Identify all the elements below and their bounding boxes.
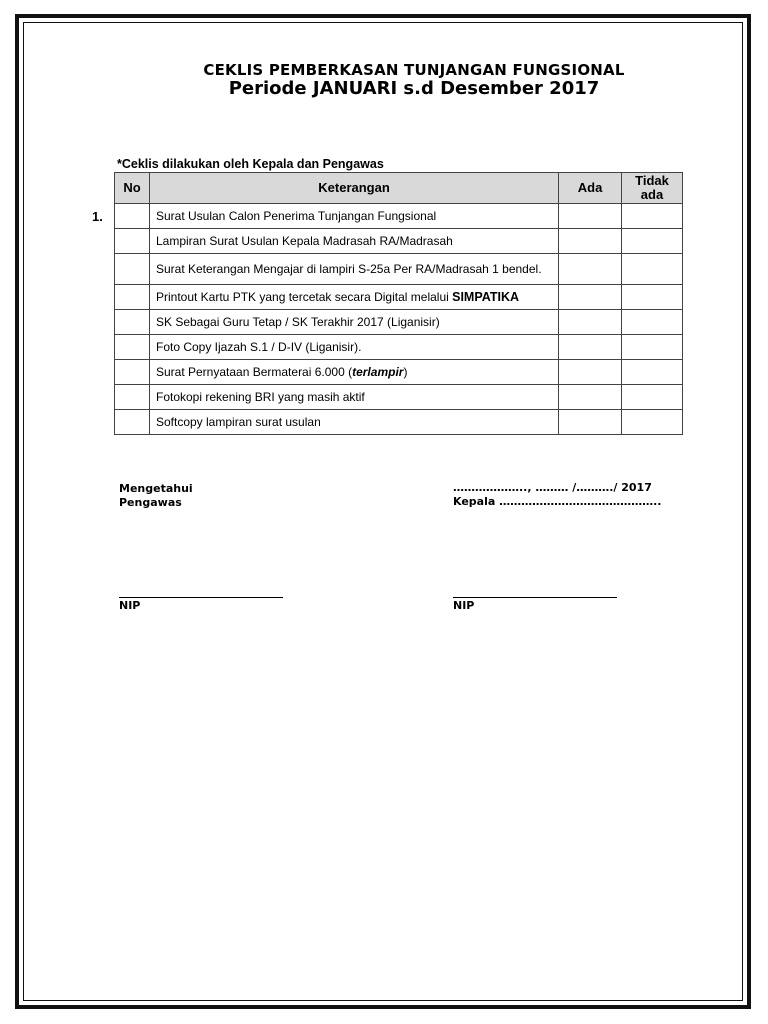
signature-left-block bbox=[119, 482, 193, 510]
cell-no bbox=[115, 410, 150, 435]
signature-left-nip: NIP bbox=[119, 599, 141, 612]
checkbox-ada[interactable] bbox=[559, 285, 622, 310]
table-header-row bbox=[115, 173, 683, 204]
cell-keterangan-text: Printout Kartu PTK yang tercetak secara Digital melalui bbox=[155, 289, 453, 304]
cell-no bbox=[115, 204, 150, 229]
table-row bbox=[115, 410, 683, 435]
header-ada: Ada bbox=[559, 173, 622, 204]
cell-keterangan-text: Surat Pernyataan Bermaterai 6.000 ( bbox=[155, 364, 353, 379]
cell-keterangan: Fotokopi rekening BRI yang masih aktif bbox=[149, 385, 558, 410]
cell-no bbox=[115, 285, 150, 310]
cell-no bbox=[115, 229, 150, 254]
table-row bbox=[115, 385, 683, 410]
checkbox-ada[interactable] bbox=[559, 335, 622, 360]
table-row bbox=[115, 310, 683, 335]
checkbox-tidak-ada[interactable] bbox=[622, 204, 683, 229]
cell-keterangan: Foto Copy Ijazah S.1 / D-IV (Liganisir). bbox=[149, 335, 558, 360]
checkbox-tidak-ada[interactable] bbox=[622, 335, 683, 360]
table-row bbox=[115, 204, 683, 229]
cell-no bbox=[115, 335, 150, 360]
terlampir-label: terlampir bbox=[352, 364, 404, 379]
checkbox-ada[interactable] bbox=[559, 360, 622, 385]
document-period: Periode JANUARI s.d Desember 2017 bbox=[228, 78, 600, 99]
table-row bbox=[115, 335, 683, 360]
cell-keterangan bbox=[149, 285, 558, 310]
checklist-table bbox=[114, 172, 683, 435]
checkbox-ada[interactable] bbox=[559, 310, 622, 335]
checkbox-tidak-ada[interactable] bbox=[622, 385, 683, 410]
table-row bbox=[115, 254, 683, 285]
cell-no bbox=[115, 360, 150, 385]
section-number: 1. bbox=[92, 209, 103, 224]
signature-right-nip: NIP bbox=[453, 599, 475, 612]
signature-left-title: Mengetahui bbox=[119, 482, 193, 495]
cell-no bbox=[115, 385, 150, 410]
cell-no bbox=[115, 254, 150, 285]
cell-no bbox=[115, 310, 150, 335]
checkbox-tidak-ada[interactable] bbox=[622, 410, 683, 435]
header-tidak-ada-line2: ada bbox=[640, 187, 664, 202]
checklist-note: *Ceklis dilakukan oleh Kepala dan Pengawas bbox=[117, 157, 384, 171]
checkbox-tidak-ada[interactable] bbox=[622, 310, 683, 335]
cell-keterangan bbox=[149, 360, 558, 385]
header-no: No bbox=[115, 173, 150, 204]
header-tidak-ada bbox=[622, 173, 683, 204]
checkbox-tidak-ada[interactable] bbox=[622, 229, 683, 254]
checkbox-tidak-ada[interactable] bbox=[622, 285, 683, 310]
signature-left-line bbox=[119, 597, 283, 598]
signature-right-line bbox=[453, 597, 617, 598]
signature-left-role: Pengawas bbox=[119, 496, 182, 509]
document-title: CEKLIS PEMBERKASAN TUNJANGAN FUNGSIONAL bbox=[203, 61, 625, 79]
cell-keterangan: Surat Usulan Calon Penerima Tunjangan Fungsional bbox=[149, 204, 558, 229]
checkbox-ada[interactable] bbox=[559, 385, 622, 410]
checkbox-ada[interactable] bbox=[559, 229, 622, 254]
cell-keterangan: Softcopy lampiran surat usulan bbox=[149, 410, 558, 435]
table-row bbox=[115, 285, 683, 310]
checkbox-ada[interactable] bbox=[559, 204, 622, 229]
table-row bbox=[115, 360, 683, 385]
checkbox-tidak-ada[interactable] bbox=[622, 254, 683, 285]
signature-right-role: Kepala …………………………………….. bbox=[453, 495, 662, 508]
cell-keterangan: SK Sebagai Guru Tetap / SK Terakhir 2017 (Liganisir) bbox=[149, 310, 558, 335]
simpatika-label: SIMPATIKA bbox=[452, 289, 520, 304]
cell-keterangan: Lampiran Surat Usulan Kepala Madrasah RA/Madrasah bbox=[149, 229, 558, 254]
cell-keterangan: Surat Keterangan Mengajar di lampiri S-25a Per RA/Madrasah 1 bendel. bbox=[149, 254, 558, 285]
checkbox-ada[interactable] bbox=[559, 410, 622, 435]
checkbox-ada[interactable] bbox=[559, 254, 622, 285]
cell-keterangan-suffix: ) bbox=[403, 364, 408, 379]
signature-right-block bbox=[453, 481, 661, 509]
header-tidak-ada-line1: Tidak bbox=[635, 173, 669, 188]
signature-right-date: ……………….., ……… /………./ 2017 bbox=[453, 481, 652, 494]
checkbox-tidak-ada[interactable] bbox=[622, 360, 683, 385]
table-row bbox=[115, 229, 683, 254]
header-keterangan: Keterangan bbox=[149, 173, 558, 204]
